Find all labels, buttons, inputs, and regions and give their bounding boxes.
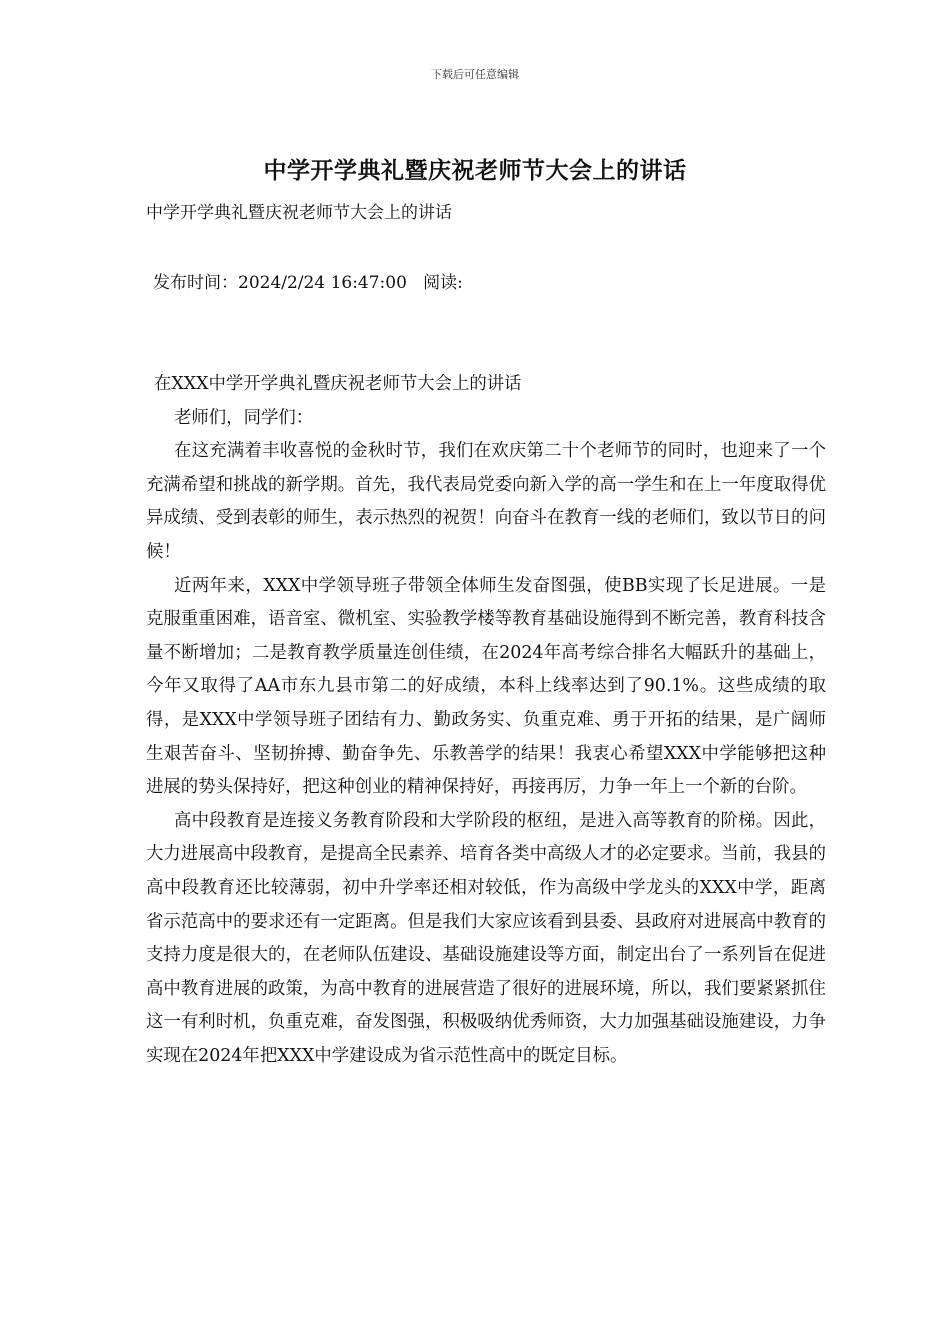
greeting: 老师们，同学们：	[174, 407, 314, 428]
paragraph-2: 近两年来，XXX中学领导班子带领全体师生发奋图强，使BB实现了长足进展。一是克服重重困难，语音室、微机室、实验教学楼等教育基础设施得到不断完善，教育科技含量不断增加；二是教育教学质量连创佳绩，在2024年高考综合排名大幅跃升的基础上，今年又取得了AA市东九县市第二的好成绩，本科上线率达到了90.1%。这些成绩的取得，是XXX中学领导班子团结有力、勤政务实、负重克难、勇于开拓的结果，是广阔师生艰苦奋斗、坚韧拚搏、勤奋争先、乐教善学的结果！我衷心希望XXX中学能够把这种进展的势头保持好，把这种创业的精神保持好，再接再厉，力争一年上一个新的台阶。	[146, 575, 826, 798]
header-note: 下载后可任意编辑	[431, 68, 519, 81]
publish-meta	[153, 268, 463, 293]
publish-time: 2024/2/24 16:47:00	[238, 273, 407, 293]
speech-title: 在XXX中学开学典礼暨庆祝老师节大会上的讲话	[154, 374, 522, 394]
publish-label: 发布时间：	[153, 273, 238, 293]
speech-body	[146, 368, 826, 1073]
paragraph-1: 在这充满着丰收喜悦的金秋时节，我们在欢庆第二十个老师节的同时，也迎来了一个充满希望和挑战的新学期。首先，我代表局党委向新入学的高一学生和在上一年度取得优异成绩、受到表彰的师生，表示热烈的祝贺！向奋斗在教育一线的老师们，致以节日的问候！	[146, 441, 826, 562]
document-subtitle: 中学开学典礼暨庆祝老师节大会上的讲话	[146, 203, 452, 223]
document-title: 中学开学典礼暨庆祝老师节大会上的讲话	[263, 157, 687, 184]
paragraph-3: 高中段教育是连接义务教育阶段和大学阶段的枢纽，是进入高等教育的阶梯。因此，大力进展高中段教育，是提高全民素养、培育各类中高级人才的必定要求。当前，我县的高中段教育还比较薄弱，初中升学率还相对较低，作为高级中学龙头的XXX中学，距离省示范高中的要求还有一定距离。但是我们大家应该看到县委、县政府对进展高中教育的支持力度是很大的，在老师队伍建设、基础设施建设等方面，制定出台了一系列旨在促进高中教育进展的政策，为高中教育的进展营造了很好的进展环境，所以，我们要紧紧抓住这一有利时机，负重克难，奋发图强，积极吸纳优秀师资，大力加强基础设施建设，力争实现在2024年把XXX中学建设成为省示范性高中的既定目标。	[146, 810, 826, 1066]
read-count-label: 阅读:	[423, 273, 463, 293]
